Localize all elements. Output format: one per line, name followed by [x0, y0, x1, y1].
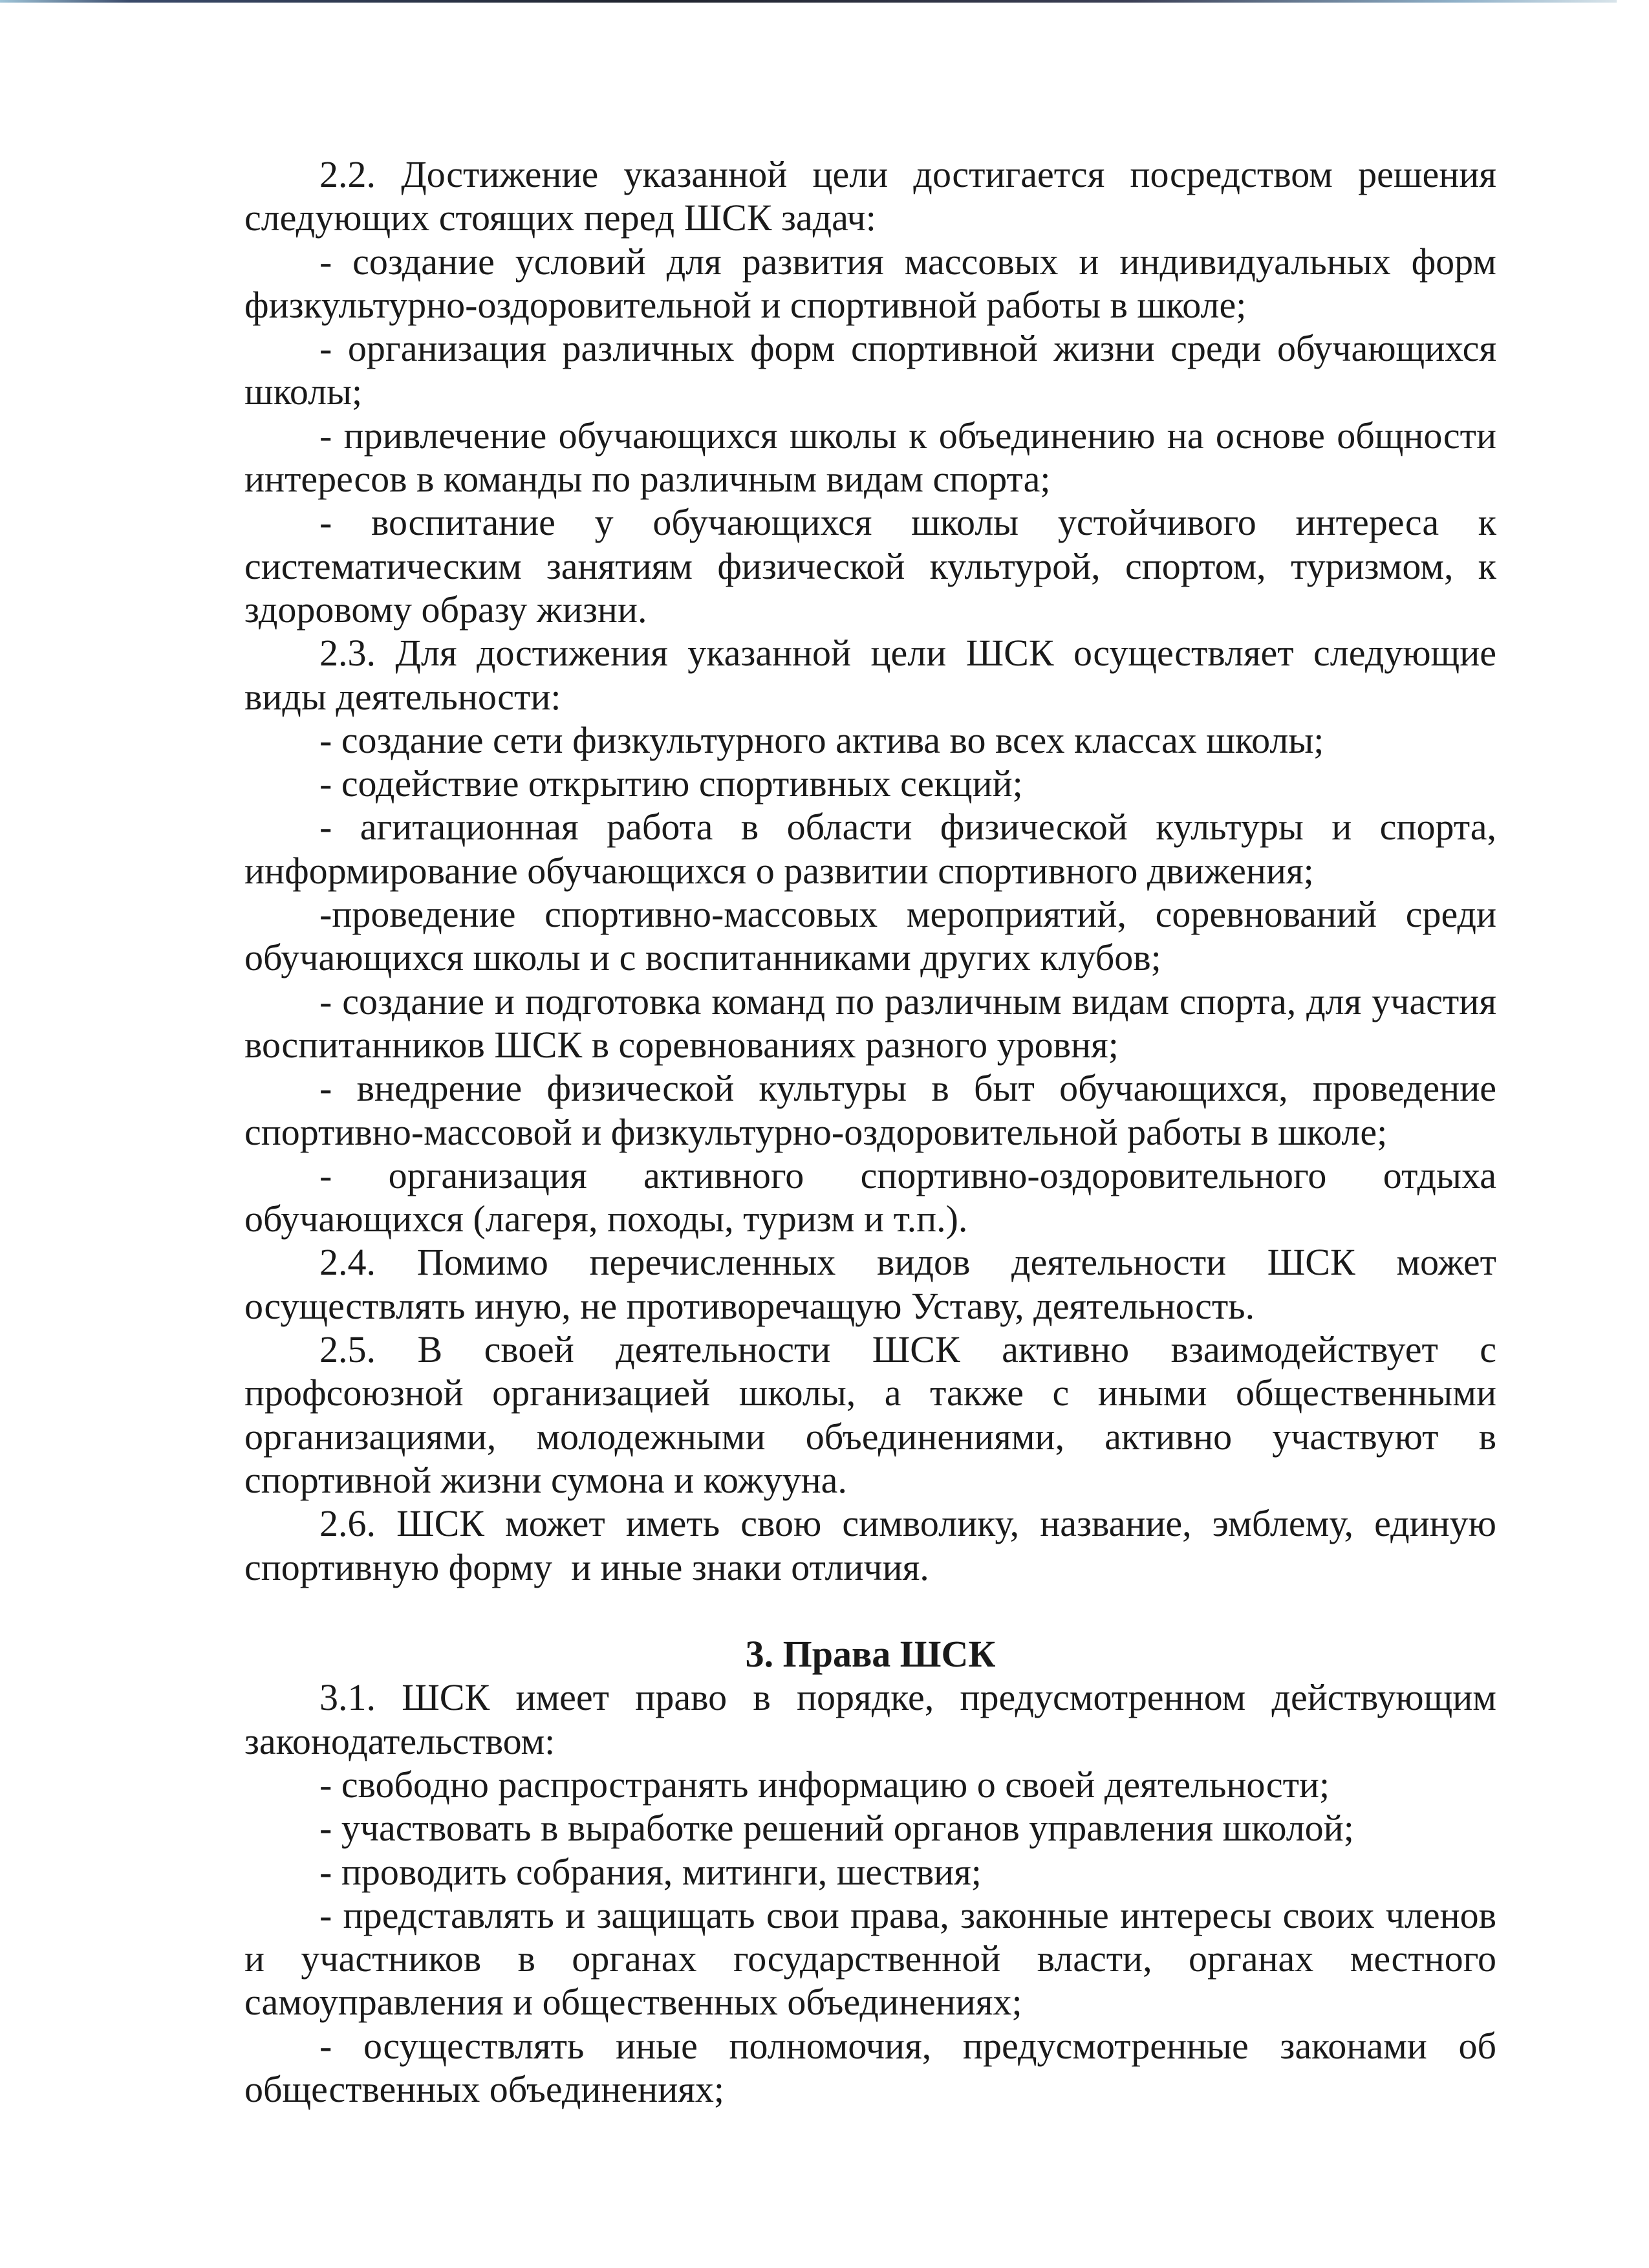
paragraph-2-4: [244, 1240, 1496, 1328]
text-line: - организация активного спортивно-оздоровительного отдыха: [319, 1154, 1496, 1196]
list-item-2-2-a: [244, 240, 1496, 327]
text-line: - представлять и защищать свои права, законные интересы своих членов: [319, 1894, 1496, 1936]
text-line: самоуправления и общественных объединениях;: [244, 1981, 1022, 2024]
text-line: законодательством:: [244, 1720, 555, 1762]
text-line: - участвовать в выработке решений органов управления школой;: [319, 1807, 1354, 1850]
scan-edge: [0, 0, 1617, 3]
list-item-2-3-f: [244, 1066, 1496, 1154]
text-line: 3.1. ШСК имеет право в порядке, предусмотренном действующим: [319, 1676, 1496, 1719]
list-item-3-1-e: [244, 2024, 1496, 2111]
list-item-3-1-d: [244, 1894, 1496, 2024]
text-line: - внедрение физической культуры в быт обучающихся, проведение: [319, 1067, 1496, 1110]
section-heading: 3. Права ШСК: [745, 1633, 996, 1676]
text-line: обучающихся (лагеря, походы, туризм и т.п.).: [244, 1198, 968, 1240]
text-line: виды деятельности:: [244, 675, 561, 718]
list-item-2-3-a: [244, 718, 1496, 762]
list-item-2-3-g: [244, 1154, 1496, 1241]
text-line: - проводить собрания, митинги, шествия;: [319, 1850, 982, 1893]
document-page: [244, 153, 1496, 2111]
text-line: интересов в команды по различным видам спорта;: [244, 458, 1051, 501]
text-line: спортивно-массовой и физкультурно-оздоровительной работы в школе;: [244, 1110, 1388, 1153]
paragraph-3-1: [244, 1676, 1496, 1763]
text-line: школы;: [244, 371, 363, 413]
text-line: систематическим занятиям физической культурой, спортом, туризмом, к: [244, 545, 1496, 587]
list-item-2-3-c: [244, 805, 1496, 892]
text-line: 2.6. ШСК может иметь свою символику, название, эмблему, единую: [319, 1502, 1496, 1545]
text-line: - осуществлять иные полномочия, предусмотренные законами об: [319, 2024, 1496, 2067]
list-item-2-2-c: [244, 414, 1496, 501]
list-item-3-1-c: [244, 1850, 1496, 1894]
text-line: следующих стоящих перед ШСК задач:: [244, 197, 876, 239]
text-line: - свободно распространять информацию о своей деятельности;: [319, 1763, 1330, 1806]
section-2-goals: [244, 153, 1496, 1589]
paragraph-2-6: [244, 1502, 1496, 1589]
section-3-rights: [244, 1632, 1496, 2111]
blank-line: [244, 1589, 1496, 1632]
text-line: обучающихся школы и с воспитанниками других клубов;: [244, 936, 1161, 979]
text-line: спортивной жизни сумона и кожууна.: [244, 1458, 847, 1501]
text-line: - создание сети физкультурного актива во всех классах школы;: [319, 718, 1324, 761]
text-line: осуществлять иную, не противоречащую Уставу, деятельность.: [244, 1284, 1255, 1327]
text-line: 2.2. Достижение указанной цели достигается посредством решения: [319, 153, 1496, 195]
list-item-2-3-d: [244, 892, 1496, 980]
text-line: организациями, молодежными объединениями, активно участвуют в: [244, 1415, 1496, 1458]
text-line: - создание и подготовка команд по различным видам спорта, для участия: [319, 980, 1496, 1022]
text-line: -проведение спортивно-массовых мероприятий, соревнований среди: [319, 893, 1496, 936]
text-line: физкультурно-оздоровительной и спортивной работы в школе;: [244, 283, 1247, 326]
list-item-2-2-d: [244, 501, 1496, 631]
text-line: - создание условий для развития массовых и индивидуальных форм: [319, 240, 1496, 283]
text-line: здоровому образу жизни.: [244, 588, 647, 631]
text-line: 2.4. Помимо перечисленных видов деятельности ШСК может: [319, 1241, 1496, 1284]
text-line: и участников в органах государственной власти, органах местного: [244, 1938, 1496, 1980]
paragraph-2-3: [244, 631, 1496, 718]
text-line: - привлечение обучающихся школы к объединению на основе общности: [319, 414, 1496, 457]
text-line: воспитанников ШСК в соревнованиях разного уровня;: [244, 1023, 1119, 1066]
text-line: 2.5. В своей деятельности ШСК активно взаимодействует с: [319, 1328, 1496, 1371]
list-item-3-1-b: [244, 1806, 1496, 1850]
text-line: спортивную форму и иные знаки отличия.: [244, 1546, 929, 1588]
text-line: - содействие открытию спортивных секций;: [319, 762, 1023, 805]
text-line: информирование обучающихся о развитии спортивного движения;: [244, 849, 1314, 892]
paragraph-2-5: [244, 1328, 1496, 1502]
text-line: - организация различных форм спортивной жизни среди обучающихся: [319, 327, 1496, 370]
text-line: 2.3. Для достижения указанной цели ШСК осуществляет следующие: [319, 632, 1496, 675]
list-item-2-3-e: [244, 980, 1496, 1067]
text-line: - воспитание у обучающихся школы устойчивого интереса к: [319, 501, 1496, 544]
text-line: - агитационная работа в области физической культуры и спорта,: [319, 806, 1496, 848]
list-item-2-2-b: [244, 327, 1496, 414]
list-item-3-1-a: [244, 1763, 1496, 1806]
text-line: профсоюзной организацией школы, а также с иными общественными: [244, 1372, 1496, 1414]
text-line: общественных объединениях;: [244, 2068, 725, 2111]
paragraph-2-2: [244, 153, 1496, 240]
list-item-2-3-b: [244, 762, 1496, 805]
